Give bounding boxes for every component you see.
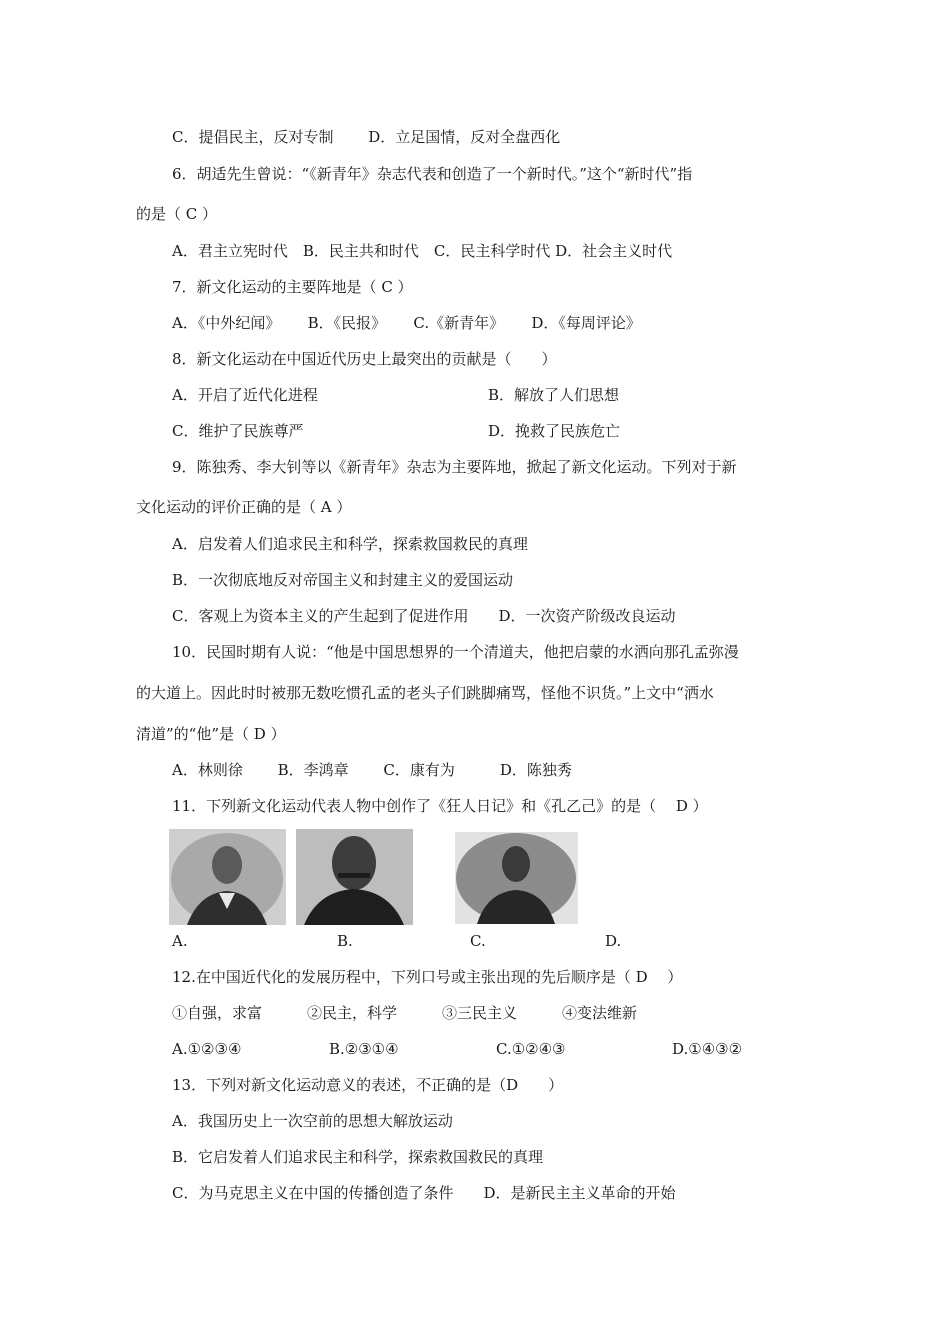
q12-option-d: D.①④③② (672, 1040, 743, 1058)
portrait-photo-d (455, 832, 578, 924)
q13-stem: 13．下列对新文化运动意义的表述，不正确的是（D ） (172, 1076, 564, 1094)
q12-option-c: C.①②④③ (496, 1040, 566, 1058)
q8-option-a: A．开启了近代化进程 (172, 386, 318, 404)
q13-option-cd: C．为马克思主义在中国的传播创造了条件 D．是新民主主义革命的开始 (172, 1184, 676, 1202)
q8-option-b: B．解放了人们思想 (488, 386, 620, 404)
q11-option-c: C. (470, 932, 486, 950)
portrait-photo-a (169, 829, 286, 925)
q9-option-a: A．启发着人们追求民主和科学，探索救国救民的真理 (172, 535, 528, 553)
q12-option-b: B.②③①④ (329, 1040, 399, 1058)
q11-option-a: A. (172, 932, 188, 950)
q11-stem: 11．下列新文化运动代表人物中创作了《狂人日记》和《孔乙己》的是（ D ） (172, 797, 708, 815)
q12-option-a: A.①②③④ (172, 1040, 242, 1058)
q8-stem: 8．新文化运动在中国近代历史上最突出的贡献是（ ） (172, 350, 557, 368)
q7-options: A．《中外纪闻》 B．《民报》 C.《新青年》 D．《每周评论》 (172, 314, 641, 332)
q11-option-b: B. (337, 932, 353, 950)
q8-option-c: C．维护了民族尊严 (172, 422, 304, 440)
q11-option-d: D. (605, 932, 622, 950)
q7-stem: 7．新文化运动的主要阵地是（ C ） (172, 278, 413, 296)
portrait-photo-b (296, 829, 413, 925)
q13-option-a: A．我国历史上一次空前的思想大解放运动 (172, 1112, 453, 1130)
q6-options: A．君主立宪时代 B．民主共和时代 C．民主科学时代 D．社会主义时代 (172, 242, 673, 260)
q10-stem-cont2: 清道”的“他”是（ D ） (136, 725, 286, 743)
q12-stem: 12.在中国近代化的发展历程中，下列口号或主张出现的先后顺序是（ D ） (172, 968, 683, 986)
q13-option-b: B．它启发着人们追求民主和科学，探索救国救民的真理 (172, 1148, 544, 1166)
q6-stem: 6．胡适先生曾说：“《新青年》杂志代表和创造了一个新时代。”这个“新时代”指 (172, 165, 693, 183)
q9-stem-cont: 文化运动的评价正确的是（ A ） (136, 498, 352, 516)
q9-option-cd: C．客观上为资本主义的产生起到了促进作用 D．一次资产阶级改良运动 (172, 607, 676, 625)
q10-options: A．林则徐 B．李鸿章 C．康有为 D．陈独秀 (172, 761, 572, 779)
q9-option-b: B．一次彻底地反对帝国主义和封建主义的爱国运动 (172, 571, 514, 589)
q8-option-d: D．挽救了民族危亡 (488, 422, 621, 440)
q9-stem: 9．陈独秀、李大钊等以《新青年》杂志为主要阵地，掀起了新文化运动。下列对于新 (172, 458, 737, 476)
q6-stem-cont: 的是（ C ） (136, 205, 218, 223)
q10-stem-cont1: 的大道上。因此时时被那无数吃惯孔孟的老头子们跳脚痛骂，怪他不识货。”上文中“洒水 (136, 684, 714, 702)
q5-options-cd: C．提倡民主，反对专制 D．立足国情，反对全盘西化 (172, 128, 561, 146)
q10-stem: 10．民国时期有人说：“他是中国思想界的一个清道夫，他把启蒙的水洒向那孔孟弥漫 (172, 643, 739, 661)
q12-items: ①自强，求富 ②民主，科学 ③三民主义 ④变法维新 (172, 1004, 638, 1022)
